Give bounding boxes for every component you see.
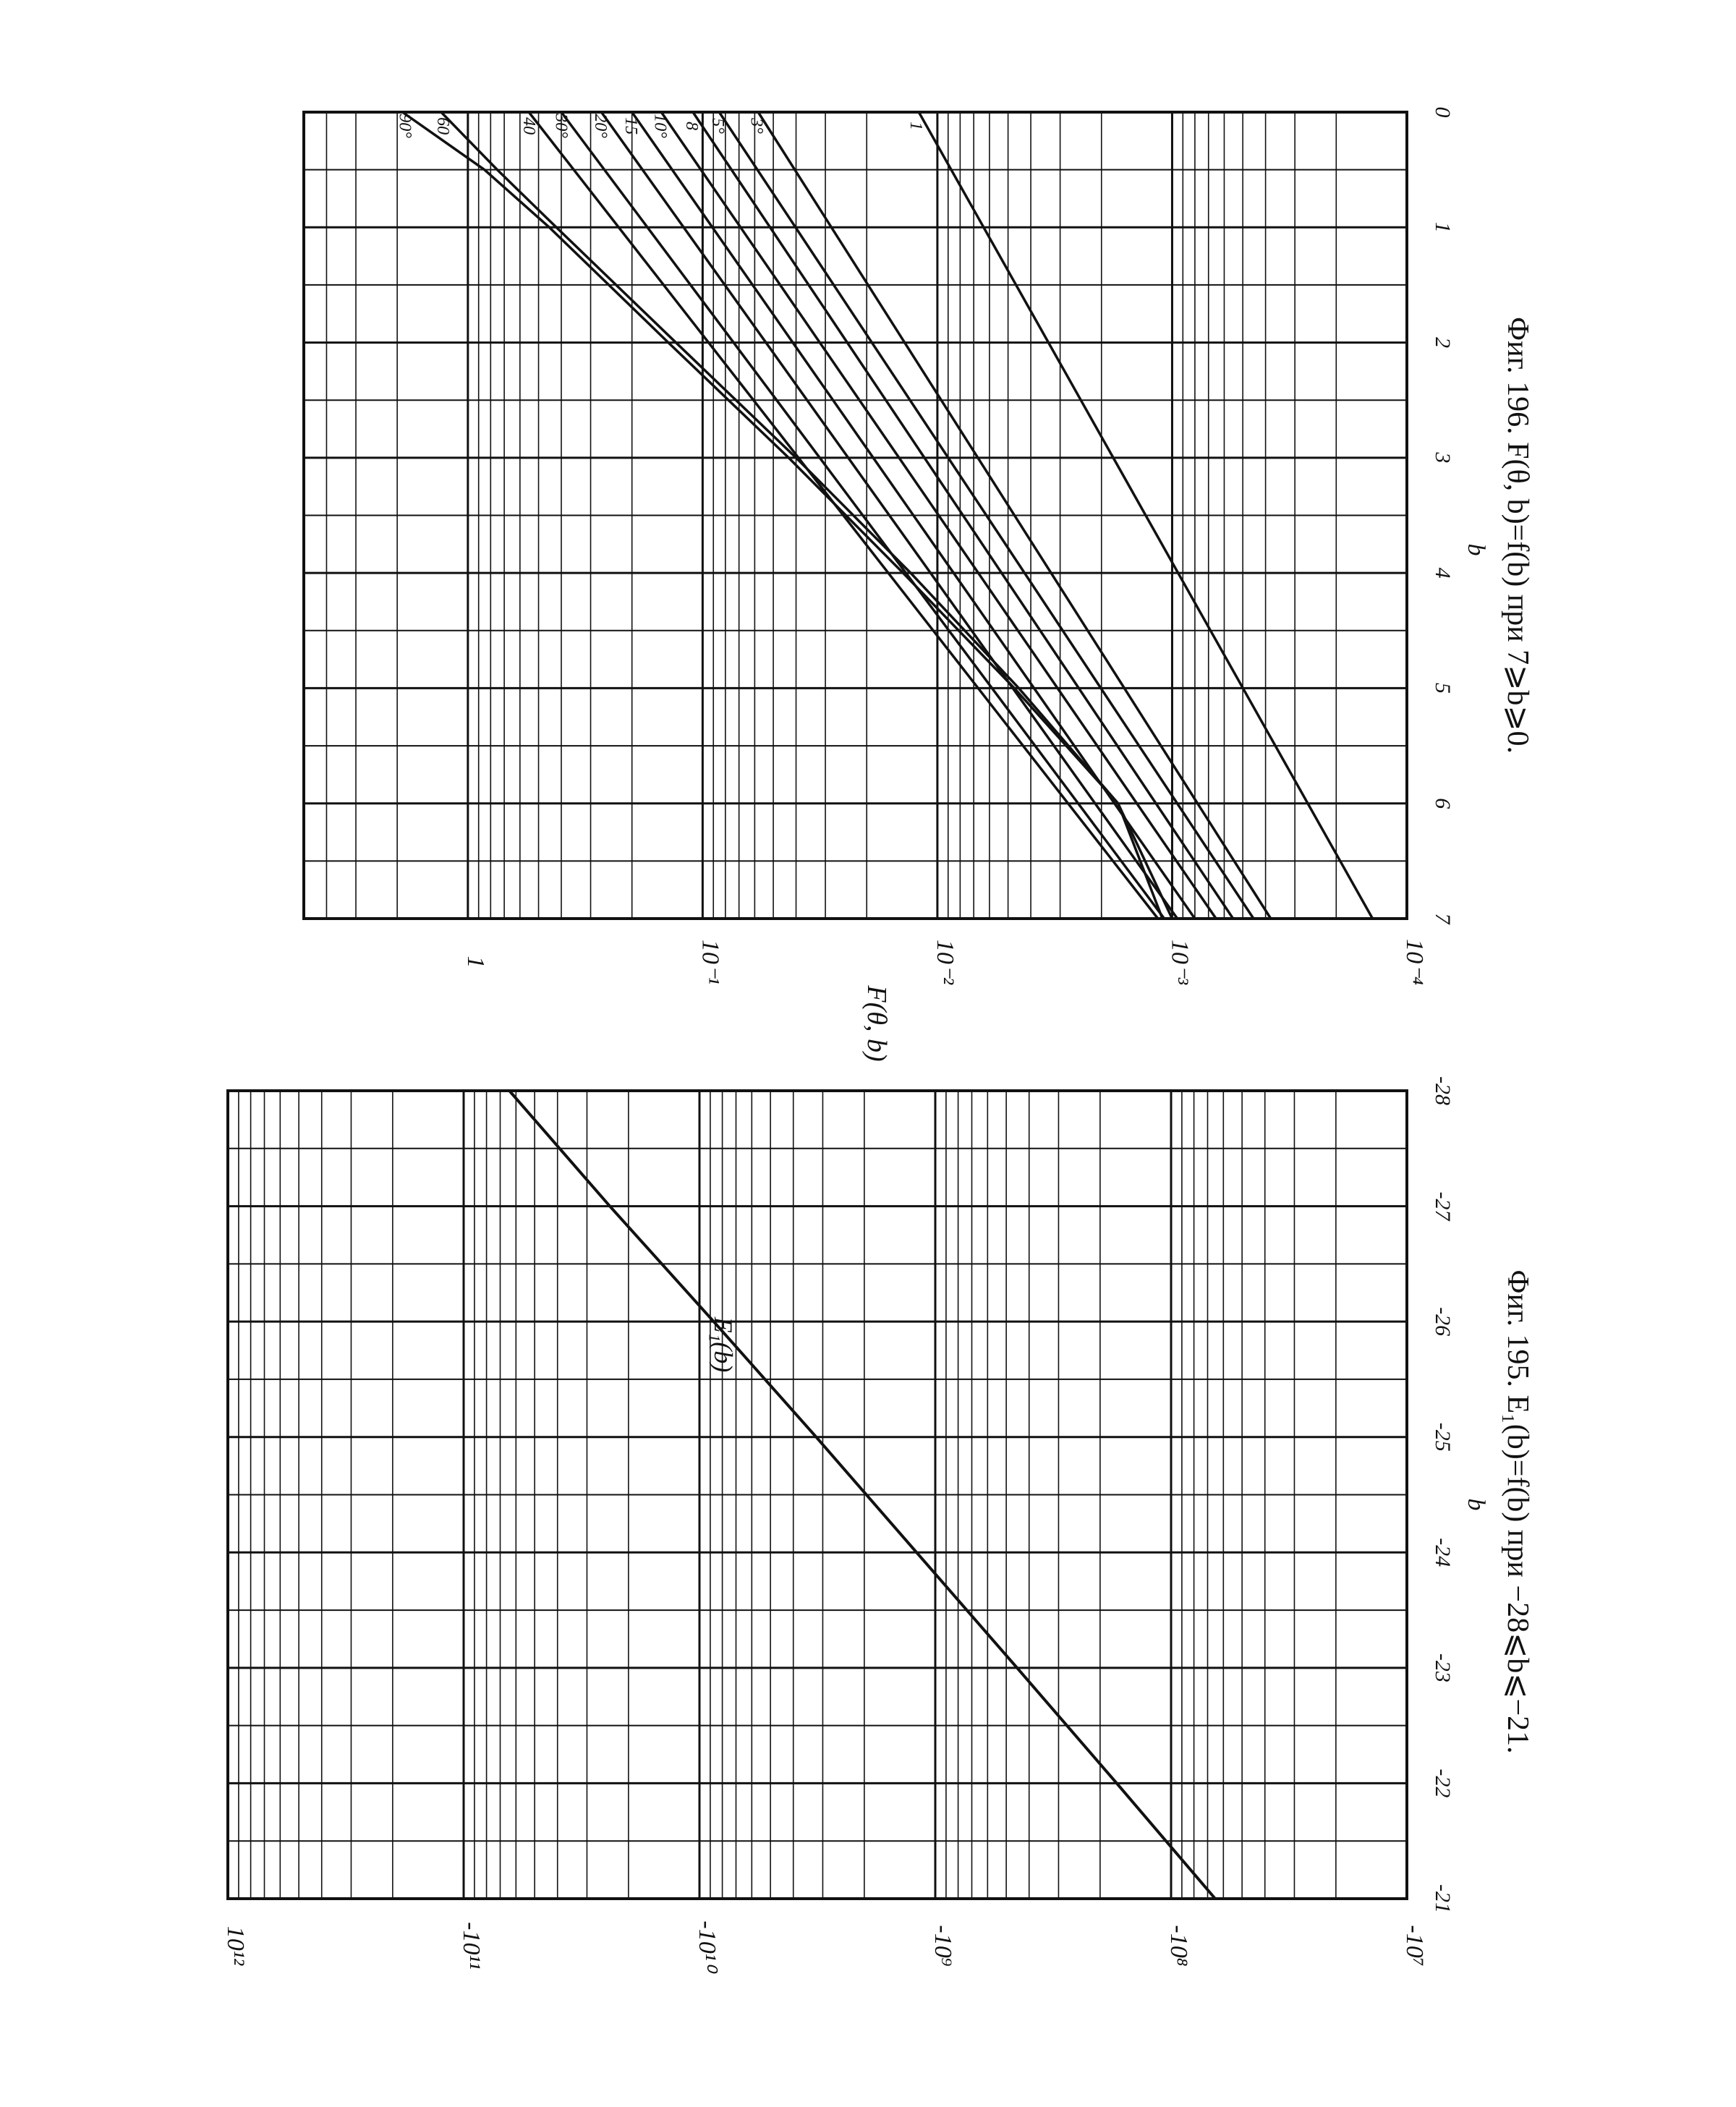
- x-tick-label: -24: [1431, 1538, 1455, 1567]
- y-tick-label: -10⁹: [929, 1925, 956, 1967]
- y-tick-label: 10⁻⁴: [1401, 939, 1428, 985]
- x-tick-label: 7: [1431, 913, 1455, 924]
- series-label: 20°: [591, 114, 610, 138]
- x-tick-label: -21: [1431, 1884, 1455, 1913]
- x-tick-label: 6: [1431, 798, 1455, 809]
- series-label: 30°: [551, 114, 571, 138]
- y-tick-label: -10¹¹: [458, 1922, 485, 1970]
- x-tick-label: -25: [1431, 1422, 1455, 1452]
- y-tick-label: -10⁷: [1401, 1925, 1428, 1967]
- y-tick-label: 10⁻³: [1166, 939, 1194, 985]
- x-tick-label: 2: [1431, 337, 1455, 349]
- x-tick-label: -23: [1431, 1653, 1455, 1682]
- x-axis-label: b: [1463, 1498, 1489, 1511]
- x-tick-label: 4: [1431, 567, 1455, 579]
- x-tick-label: -22: [1431, 1768, 1455, 1798]
- figure-caption: Фиг. 196. F(θ, b)=f(b) при 7⩾b⩾0.: [1501, 316, 1534, 754]
- y-tick-label: 1: [461, 955, 489, 969]
- x-tick-label: 3: [1431, 452, 1455, 464]
- figure-196-chart: [304, 107, 1534, 1062]
- series-label: 15: [621, 117, 641, 135]
- y-axis-label: F(θ, b): [861, 985, 892, 1062]
- figure-195-chart: [222, 1076, 1534, 1974]
- series-label: 90°: [395, 114, 414, 138]
- y-tick-label: 10⁻²: [931, 939, 958, 985]
- x-tick-label: -28: [1431, 1076, 1455, 1105]
- y-tick-label: -10⁸: [1165, 1925, 1192, 1967]
- x-tick-label: -27: [1431, 1191, 1455, 1221]
- series-label: 1: [906, 122, 925, 131]
- series-label: 3°: [746, 118, 766, 134]
- figure-caption: Фиг. 195. E₁(b)=f(b) при −28⩽b⩽−21.: [1501, 1269, 1534, 1754]
- y-tick-label: 10⁻¹: [697, 939, 724, 985]
- series-label: 5°: [707, 118, 727, 134]
- series-label: 40: [519, 117, 539, 135]
- y-tick-label: -10¹⁰: [694, 1920, 720, 1971]
- x-tick-label: 1: [1431, 221, 1455, 233]
- series-label: 60: [433, 117, 452, 135]
- y-tick-label: 10¹²: [222, 1925, 249, 1966]
- series-label: E₁(b): [708, 1316, 738, 1373]
- series-label: 8: [681, 122, 701, 131]
- x-tick-label: 0: [1431, 106, 1455, 118]
- x-tick-label: -26: [1431, 1307, 1455, 1337]
- x-tick-label: 5: [1431, 682, 1455, 694]
- series-label: 10°: [650, 114, 670, 138]
- x-axis-label: b: [1463, 543, 1489, 556]
